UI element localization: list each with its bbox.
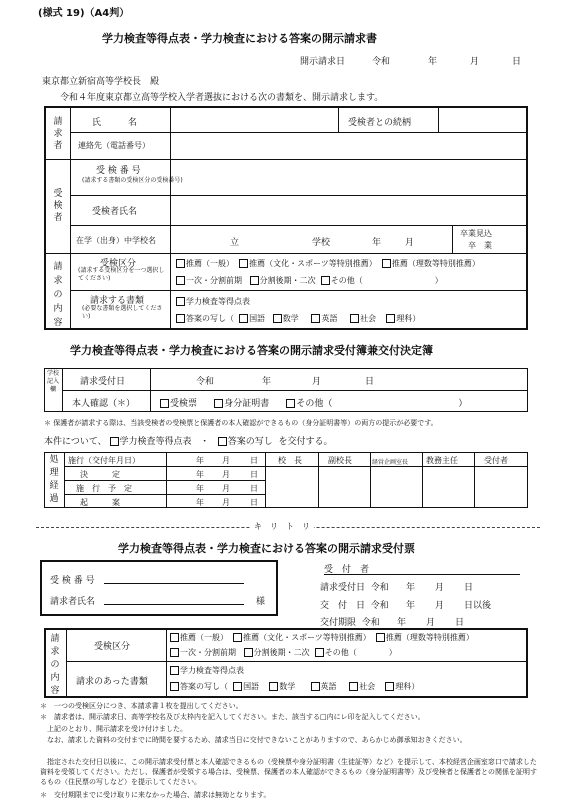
receipt-checkbox-social[interactable] bbox=[349, 682, 358, 691]
receipt-doc-answer: 答案の写し（ 国語 数学 英語 社会 理科） bbox=[170, 681, 419, 692]
footnote-5: 指定された交付日以後に、この開示請求受付票と本人確認できるもの（受検票や身分証明書（生徒証等）など）を提示して、本校経営企画室窓口で請求した資料を受領してください。ただし、保護者が受領する場合は、受検票、保護者の本人確認ができるもの（身分証明書等）及び受検者と保護者との関係を証明するもの（住民票の写しなど）を提示してください。 bbox=[40, 758, 537, 786]
category-note: (請求する受検区分を一つ選択してください) bbox=[78, 267, 165, 282]
contact-label: 連絡先（電話番号） bbox=[78, 141, 150, 150]
footnote-4: なお、請求した資料の交付までに時間を要するため、請求当日に交付できないことがありますので、あらかじめ御承知おきください。 bbox=[40, 736, 467, 744]
receipt-category-label: 受検区分 bbox=[94, 642, 131, 652]
intro-text: 令和４年度東京都立高等学校入学者選抜における次の書類を、開示請求します。 bbox=[60, 93, 384, 103]
checkbox-suisen-risu[interactable] bbox=[382, 259, 391, 268]
examinee-name-field[interactable] bbox=[172, 196, 526, 224]
grad-expected[interactable]: 卒業見込 bbox=[460, 229, 492, 238]
doc-score-sheet: 学力検査等得点表 bbox=[176, 296, 250, 307]
checkbox-science[interactable] bbox=[386, 314, 395, 323]
checkbox-id-exam-ticket[interactable] bbox=[160, 399, 169, 408]
exam-number-field[interactable] bbox=[172, 160, 526, 194]
footnote-1: ＊ 一つの受検区分につき、本請求書１枚を提出してください。 bbox=[40, 702, 243, 710]
school-label: 在学（出身）中学校名 bbox=[76, 236, 156, 245]
requester-name-label: 氏 名 bbox=[92, 118, 138, 128]
receipt-receiver-label: 受 付 者 bbox=[324, 565, 370, 575]
grad-year[interactable]: 年 bbox=[372, 238, 382, 248]
form-number: (様式 19)（A4判） bbox=[38, 8, 130, 19]
requester-name-field[interactable] bbox=[172, 108, 336, 132]
addressee: 東京都立新宿高等学校長 殿 bbox=[42, 77, 160, 87]
receipt-category-row2: 一次・分割前期 分割後期・二次 その他（ ） bbox=[170, 647, 397, 658]
approver-principal: 校 長 bbox=[278, 456, 302, 465]
grad-month[interactable]: 月 bbox=[405, 238, 415, 248]
request-date-month[interactable]: 月 bbox=[470, 57, 480, 67]
decision-title: 学力検査等得点表・学力検査における答案の開示請求受付簿兼交付決定簿 bbox=[70, 344, 433, 357]
checkbox-english[interactable] bbox=[311, 314, 320, 323]
approver-receiver: 受付者 bbox=[484, 456, 508, 465]
ymd-month-4[interactable]: 月 bbox=[222, 498, 230, 507]
process-row-drafted: 起 案 bbox=[80, 498, 120, 507]
checkbox-id-other[interactable] bbox=[286, 399, 295, 408]
receipt-checkbox-ichiji[interactable] bbox=[170, 648, 179, 657]
receipt-checkbox-english[interactable] bbox=[311, 682, 320, 691]
ymd-day-3[interactable]: 日 bbox=[250, 484, 258, 493]
checkbox-answer-copy[interactable] bbox=[176, 314, 185, 323]
relation-field[interactable] bbox=[440, 108, 526, 132]
receipt-content-side: 請求の内容 bbox=[50, 634, 60, 696]
receipt-title: 学力検査等得点表・学力検査における答案の開示請求受付票 bbox=[118, 542, 415, 555]
ymd-day-1[interactable]: 日 bbox=[250, 456, 258, 465]
ymd-month-3[interactable]: 月 bbox=[222, 484, 230, 493]
checkbox-social[interactable] bbox=[350, 314, 359, 323]
receipt-receiver-field[interactable] bbox=[324, 574, 520, 575]
footnote-3: 上記のとおり、開示請求を受け付けました。 bbox=[40, 725, 187, 733]
receipt-category-row1: 推薦（一般） 推薦（文化・スポーツ等特別推薦） 推薦（理数等特別推薦） bbox=[170, 632, 474, 643]
ymd-year-1[interactable]: 年 bbox=[196, 456, 204, 465]
process-row-issued: 施行（交付年月日） bbox=[68, 456, 140, 465]
receipt-row-2: 交 付 日 令和 年 月 日以後 bbox=[320, 601, 492, 611]
checkbox-id-card[interactable] bbox=[214, 399, 223, 408]
category-options-row1: 推薦（一般） 推薦（文化・スポーツ等特別推薦） 推薦（理数等特別推薦） bbox=[176, 258, 480, 269]
receipt-exam-number-field[interactable] bbox=[104, 583, 244, 584]
receipt-checkbox-suisen-sports[interactable] bbox=[233, 633, 242, 642]
school-entry-side: 学校記入欄 bbox=[46, 370, 59, 393]
receipt-requester-field[interactable] bbox=[104, 604, 244, 605]
receipt-honorific: 様 bbox=[256, 597, 266, 607]
category-options-row2: 一次・分割前期 分割後期・二次 その他（ ） bbox=[176, 275, 443, 286]
receipt-checkbox-suisen-risu[interactable] bbox=[376, 633, 385, 642]
process-row-scheduled: 施 行 予 定 bbox=[76, 484, 132, 493]
identity-label: 本人確認（＊） bbox=[72, 399, 136, 409]
footnote-2: ＊ 請求者は、開示請求日、高等学校名及び太枠内を記入してください。また、該当する□内にレ印を記入してください。 bbox=[40, 713, 425, 721]
checkbox-suisen-sports[interactable] bbox=[239, 259, 248, 268]
receipt-checkbox-other[interactable] bbox=[315, 648, 324, 657]
approver-academic: 教務主任 bbox=[426, 456, 458, 465]
process-side-label: 処理経過 bbox=[49, 455, 59, 504]
exam-number-label: 受 検 番 号 bbox=[96, 166, 141, 176]
approver-admin-head: 経営企画室長 bbox=[372, 459, 409, 466]
cut-line-label: キ リ ト リ bbox=[250, 521, 314, 532]
receipt-date-month[interactable]: 月 bbox=[312, 377, 322, 387]
school-text[interactable]: 学校 bbox=[312, 238, 331, 248]
receipt-checkbox-japanese[interactable] bbox=[233, 682, 242, 691]
checkbox-japanese[interactable] bbox=[239, 314, 248, 323]
checkbox-kouki[interactable] bbox=[250, 276, 259, 285]
identity-note: ＊ 保護者が請求する際は、当該受検者の受検票と保護者の本人確認ができるもの（身分証明書等）の両方の提示が必要です。 bbox=[44, 419, 438, 427]
docs-label: 請求する書類 bbox=[90, 296, 145, 306]
ymd-year-3[interactable]: 年 bbox=[196, 484, 204, 493]
receipt-row-3: 交付期限 令和 年 月 日 bbox=[320, 618, 465, 628]
examinee-section-label: 受検者 bbox=[53, 189, 63, 223]
receipt-docs-label: 請求のあった書類 bbox=[76, 677, 148, 687]
receipt-date-year[interactable]: 年 bbox=[262, 377, 272, 387]
receipt-checkbox-math[interactable] bbox=[269, 682, 278, 691]
grad-done[interactable]: 卒 業 bbox=[468, 241, 492, 250]
checkbox-grant-score[interactable] bbox=[110, 437, 119, 446]
ymd-month-2[interactable]: 月 bbox=[222, 470, 230, 479]
ymd-year-4[interactable]: 年 bbox=[196, 498, 204, 507]
checkbox-score-sheet[interactable] bbox=[176, 297, 185, 306]
page-title: 学力検査等得点表・学力検査における答案の開示請求書 bbox=[102, 32, 377, 45]
grant-line: 本件について、 学力検査等得点表 ・ 答案の写し を交付する。 bbox=[44, 437, 333, 447]
ymd-month-1[interactable]: 月 bbox=[222, 456, 230, 465]
requester-section-label: 請求者 bbox=[53, 117, 63, 151]
receipt-requester-label: 請求者氏名 bbox=[50, 597, 96, 607]
receipt-date-day[interactable]: 日 bbox=[365, 377, 375, 387]
receipt-exam-number-label: 受 検 番 号 bbox=[50, 576, 95, 586]
receipt-checkbox-science[interactable] bbox=[385, 682, 394, 691]
checkbox-suisen-ippan[interactable] bbox=[176, 259, 185, 268]
prefecture-text[interactable]: 立 bbox=[230, 238, 240, 248]
docs-note: (必要な書類を選択してください) bbox=[82, 305, 163, 320]
footnote-6: ＊ 交付期限までに受け取りに来なかった場合、請求は無効となります。 bbox=[40, 791, 271, 799]
doc-answer-copy: 答案の写し（ 国語 数学 英語 社会 理科） bbox=[176, 313, 420, 324]
process-row-decided: 決 定 bbox=[80, 470, 120, 479]
content-section-label: 請求の内容 bbox=[53, 262, 63, 328]
receipt-date-era: 令和 bbox=[196, 377, 215, 387]
receipt-doc-score: 学力検査等得点表 bbox=[170, 665, 244, 676]
receipt-row-1: 請求受付日 令和 年 月 日 bbox=[320, 583, 474, 593]
receipt-checkbox-kouki[interactable] bbox=[244, 648, 253, 657]
approver-vice-principal: 副校長 bbox=[328, 456, 352, 465]
category-label: 受検区分 bbox=[100, 259, 137, 269]
checkbox-math[interactable] bbox=[273, 314, 282, 323]
contact-field[interactable] bbox=[172, 133, 526, 159]
request-date-era: 令和 bbox=[372, 57, 391, 67]
checkbox-grant-answer[interactable] bbox=[218, 437, 227, 446]
checkbox-ichiji[interactable] bbox=[176, 276, 185, 285]
ymd-year-2[interactable]: 年 bbox=[196, 470, 204, 479]
ymd-day-2[interactable]: 日 bbox=[250, 470, 258, 479]
examinee-name-label: 受検者氏名 bbox=[92, 207, 138, 217]
request-date-label: 開示請求日 bbox=[300, 57, 346, 67]
receipt-requester-box bbox=[40, 560, 278, 616]
checkbox-other[interactable] bbox=[321, 276, 330, 285]
receipt-checkbox-suisen-ippan[interactable] bbox=[170, 633, 179, 642]
request-date-year[interactable]: 年 bbox=[428, 57, 438, 67]
identity-options: 受検票 身分証明書 その他（ ） bbox=[160, 396, 467, 409]
exam-number-note: (請求する書類の受検区分の受検番号) bbox=[82, 177, 183, 184]
request-date-day[interactable]: 日 bbox=[512, 57, 522, 67]
receipt-checkbox-score-sheet[interactable] bbox=[170, 666, 179, 675]
receipt-date-label: 請求受付日 bbox=[80, 377, 126, 387]
ymd-day-4[interactable]: 日 bbox=[250, 498, 258, 507]
relation-label: 受検者との続柄 bbox=[348, 118, 412, 128]
receipt-checkbox-answer-copy[interactable] bbox=[170, 682, 179, 691]
